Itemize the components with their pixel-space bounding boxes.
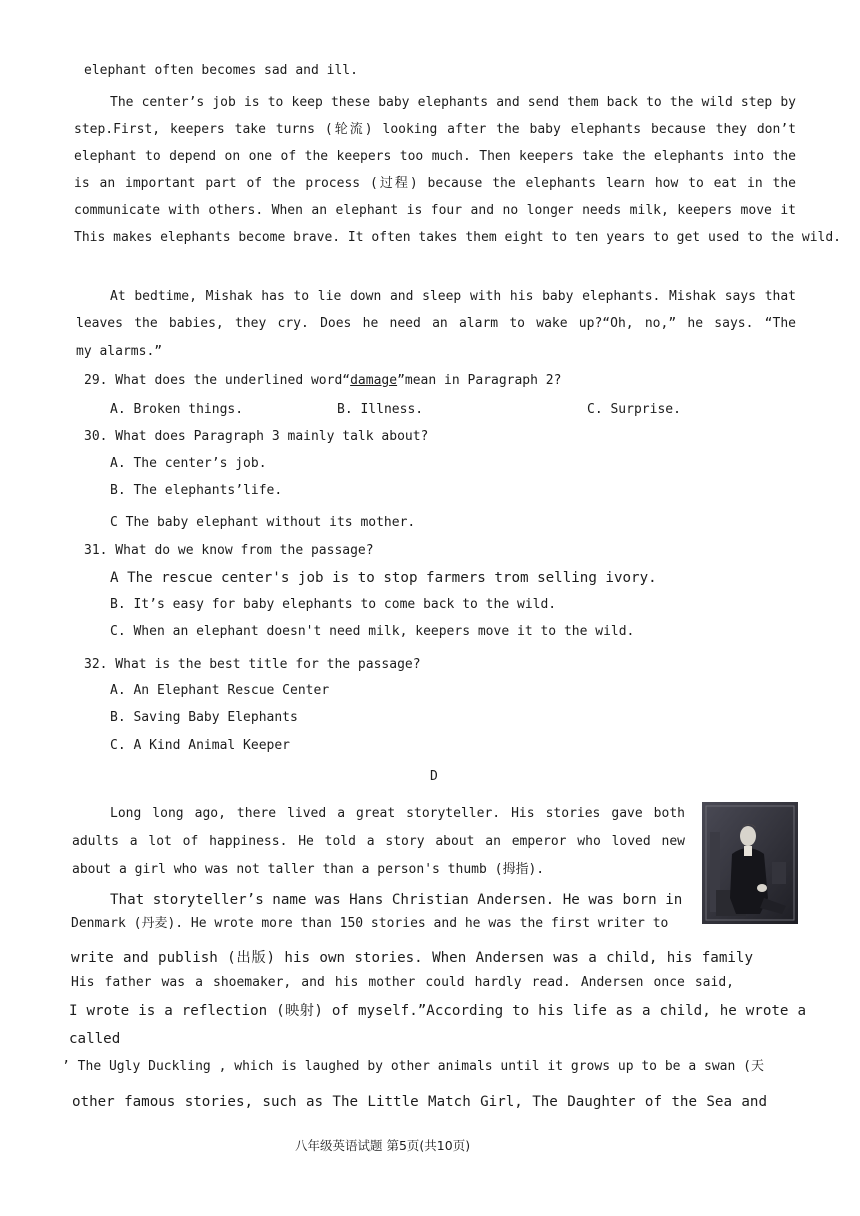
text-line: leaves the babies, they cry. Does he need an alarm to wake up?“Oh, no,” he says. “The [76,316,796,331]
text-line: The center’s job is to keep these baby elephants and send them back to the wild step by [110,95,796,110]
text-line: This makes elephants become brave. It often takes them eight to ten years to get used to the wild. [74,230,842,245]
text-line: is an important part of the process (过程) because the elephants learn how to eat in the [74,176,796,191]
question-29-option-b: B. Illness. [337,402,424,417]
text-line: elephant to depend on one of the keepers too much. Then keepers take the elephants into the [74,149,796,164]
section-heading: D [430,769,438,784]
question-29-option-a: A. Broken things. [110,402,244,417]
text-line: Denmark (丹麦). He wrote more than 150 stories and he was the first writer to [71,916,669,931]
text-line: That storyteller’s name was Hans Christian Andersen. He was born in [110,892,683,908]
text-line: write and publish (出版) his own stories. When Andersen was a child, his family [71,950,753,966]
question-31-option-b: B. It’s easy for baby elephants to come back to the wild. [110,597,557,612]
text-line: elephant often becomes sad and ill. [84,63,358,78]
portrait-photo-icon [702,802,798,924]
text-line: I wrote is a reflection (映射) of myself.”According to his life as a child, he wrote a [69,1003,806,1019]
question-30-option-c: C The baby elephant without its mother. [110,515,416,530]
question-31-option-c: C. When an elephant doesn't need milk, keepers move it to the wild. [110,624,635,639]
text-line: my alarms.” [76,344,163,359]
question-30-stem: 30. What does Paragraph 3 mainly talk about? [84,429,429,444]
text-line: His father was a shoemaker, and his mother could hardly read. Andersen once said, [71,975,734,990]
text-line: step.First, keepers take turns (轮流) looking after the baby elephants because they don’t [74,122,796,137]
question-29-option-c: C. Surprise. [587,402,681,417]
text-line: Long long ago, there lived a great storyteller. His stories gave both [110,806,685,821]
text-line: adults a lot of happiness. He told a story about an emperor who loved new [72,834,685,849]
question-30-option-b: B. The elephants’life. [110,483,283,498]
question-32-option-c: C. A Kind Animal Keeper [110,738,291,753]
text-line: communicate with others. When an elephant is four and no longer needs milk, keepers move it [74,203,796,218]
text-line: ’ The Ugly Duckling , which is laughed by other animals until it grows up to be a swan (天 [62,1059,764,1074]
page-footer: 八年级英语试题 第5页(共10页) [295,1138,471,1153]
question-32-stem: 32. What is the best title for the passage? [84,657,421,672]
text-line: about a girl who was not taller than a person's thumb (拇指). [72,862,545,877]
text-line: other famous stories, such as The Little Match Girl, The Daughter of the Sea and [72,1094,767,1110]
question-32-option-a: A. An Elephant Rescue Center [110,683,330,698]
text-line: At bedtime, Mishak has to lie down and sleep with his baby elephants. Mishak says that [110,289,796,304]
text-line: called [69,1031,121,1047]
question-29-stem: 29. What does the underlined word“damage”mean in Paragraph 2? [84,373,562,388]
question-31-option-a: A The rescue center's job is to stop farmers trom selling ivory. [110,570,657,586]
question-30-option-a: A. The center’s job. [110,456,267,471]
underlined-word: damage [350,373,398,388]
question-32-option-b: B. Saving Baby Elephants [110,710,298,725]
question-31-stem: 31. What do we know from the passage? [84,543,374,558]
